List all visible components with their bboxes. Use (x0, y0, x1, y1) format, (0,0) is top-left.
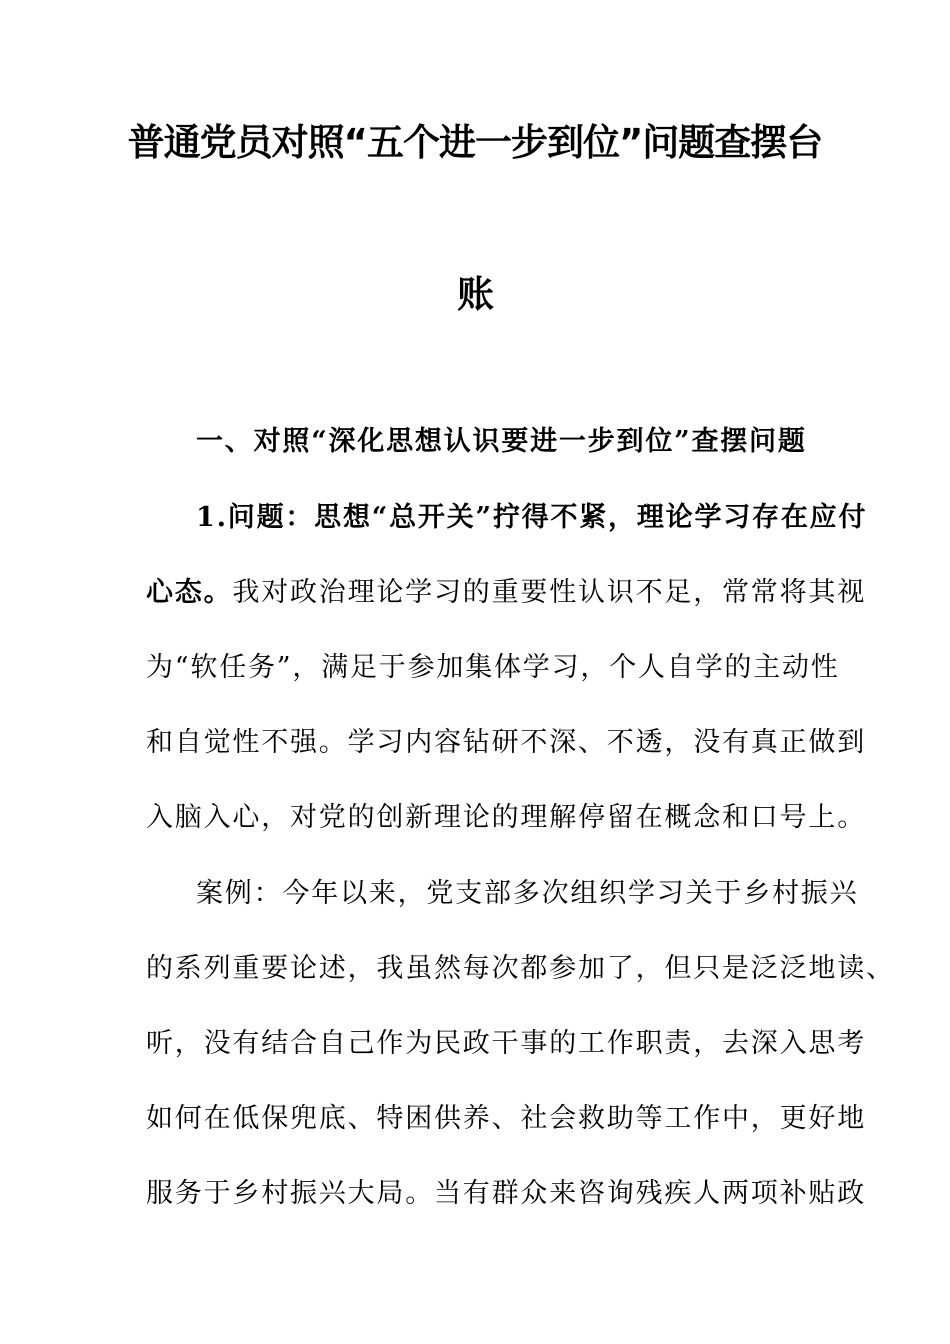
body-paragraph-line: 为“软任务”，满足于参加集体学习，个人自学的主动性 (146, 652, 840, 683)
body-paragraph-line: 和自觉性不强。学习内容钻研不深、不透，没有真正做到 (146, 727, 866, 758)
body-paragraph-line (146, 575, 866, 611)
body-paragraph-line: 入脑入心，对党的创新理论的理解停留在概念和口号上。 (146, 802, 866, 833)
section-heading: 一、对照“深化思想认识要进一步到位”查摆问题 (196, 426, 807, 457)
case-paragraph-line: 服务于乡村振兴大局。当有群众来咨询残疾人两项补贴政 (146, 1178, 866, 1209)
problem-heading: 1.问题：思想“总开关”拧得不紧，理论学习存在应付 (196, 502, 868, 533)
document-title-line-2: 账 (457, 273, 493, 316)
problem-heading-end: 心态。 (146, 577, 233, 608)
case-paragraph-line: 案例：今年以来，党支部多次组织学习关于乡村振兴 (196, 878, 859, 909)
document-title-line-1: 普通党员对照“五个进一步到位”问题查摆台 (127, 121, 823, 164)
case-paragraph-line: 听，没有结合自己作为民政干事的工作职责，去深入思考 (146, 1028, 866, 1059)
body-text: 我对政治理论学习的重要性认识不足，常常将其视 (232, 577, 867, 608)
case-paragraph-line: 如何在低保兜底、特困供养、社会救助等工作中，更好地 (146, 1103, 866, 1134)
case-paragraph-line: 的系列重要论述，我虽然每次都参加了，但只是泛泛地读、 (146, 953, 895, 984)
